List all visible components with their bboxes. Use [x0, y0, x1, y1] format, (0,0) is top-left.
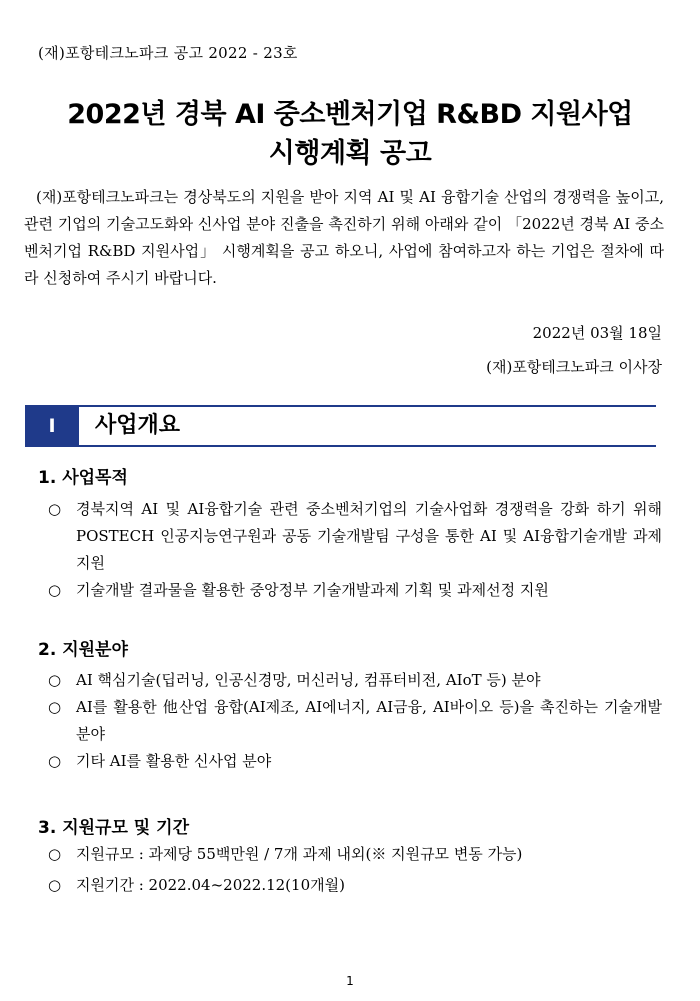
subsection-heading-fields: 2. 지원분야: [38, 640, 128, 660]
list-item: [48, 577, 662, 604]
list-item-text: 지원기간 : 2022.04~2022.12(10개월): [76, 876, 345, 894]
list-item: [48, 667, 662, 694]
subsection-heading-scale: 3. 지원규모 및 기간: [38, 818, 189, 838]
circle-bullet-icon: ○: [48, 581, 62, 599]
section-header-bar: [25, 405, 656, 447]
list-item-text: 기술개발 결과물을 활용한 중앙정부 기술개발과제 기획 및 과제선정 지원: [76, 581, 549, 599]
document-title-line-2: 시행계획 공고: [268, 138, 432, 169]
section-title: 사업개요: [95, 413, 181, 438]
circle-bullet-icon: ○: [48, 698, 62, 716]
list-item: [48, 694, 662, 748]
document-title-line-1: 2022년 경북 AI 중소벤처기업 R&BD 지원사업: [67, 99, 633, 130]
announcement-date: 2022년 03월 18일: [532, 324, 662, 342]
list-item-text: 지원규모 : 과제당 55백만원 / 7개 과제 내외(※ 지원규모 변동 가능): [76, 845, 523, 863]
list-item: [48, 872, 662, 899]
page-number: 1: [346, 974, 354, 988]
circle-bullet-icon: ○: [48, 500, 62, 518]
circle-bullet-icon: ○: [48, 845, 62, 863]
notice-number: (재)포항테크노파크 공고 2022 - 23호: [38, 44, 298, 62]
section-number: Ⅰ: [25, 407, 79, 445]
subsection-heading-purpose: 1. 사업목적: [38, 468, 128, 488]
circle-bullet-icon: ○: [48, 876, 62, 894]
circle-bullet-icon: ○: [48, 752, 62, 770]
list-item: [48, 748, 662, 775]
intro-paragraph: (재)포항테크노파크는 경상북도의 지원을 받아 지역 AI 및 AI 융합기술 산업의 경쟁력을 높이고, 관련 기업의 기술고도화와 신사업 분야 진출을 촉진하기 위해 아래와 같이 「2022년 경북 AI 중소벤처기업 R&BD 지원사업」 시행계획을 공고 하오니, 사업에 참여하고자 하는 기업은 절차에 따라 신청하여 주시기 바랍니다.: [24, 188, 664, 287]
scale-list: [48, 841, 662, 899]
list-item-text: 기타 AI를 활용한 신사업 분야: [76, 752, 272, 770]
list-item-text: AI를 활용한 他산업 융합(AI제조, AI에너지, AI금융, AI바이오 등)을 촉진하는 기술개발 분야: [76, 698, 662, 743]
purpose-list: [48, 496, 662, 604]
list-item: [48, 841, 662, 868]
list-item-text: 경북지역 AI 및 AI융합기술 관련 중소벤처기업의 기술사업화 경쟁력을 강화 하기 위해 POSTECH 인공지능연구원과 공동 기술개발팀 구성을 통한 AI 및 AI융합기술개발 과제 지원: [76, 500, 662, 572]
issuer-name: (재)포항테크노파크 이사장: [486, 358, 662, 376]
circle-bullet-icon: ○: [48, 671, 62, 689]
fields-list: [48, 667, 662, 775]
list-item: [48, 496, 662, 577]
list-item-text: AI 핵심기술(딥러닝, 인공신경망, 머신러닝, 컴퓨터비전, AIoT 등) 분야: [76, 671, 541, 689]
